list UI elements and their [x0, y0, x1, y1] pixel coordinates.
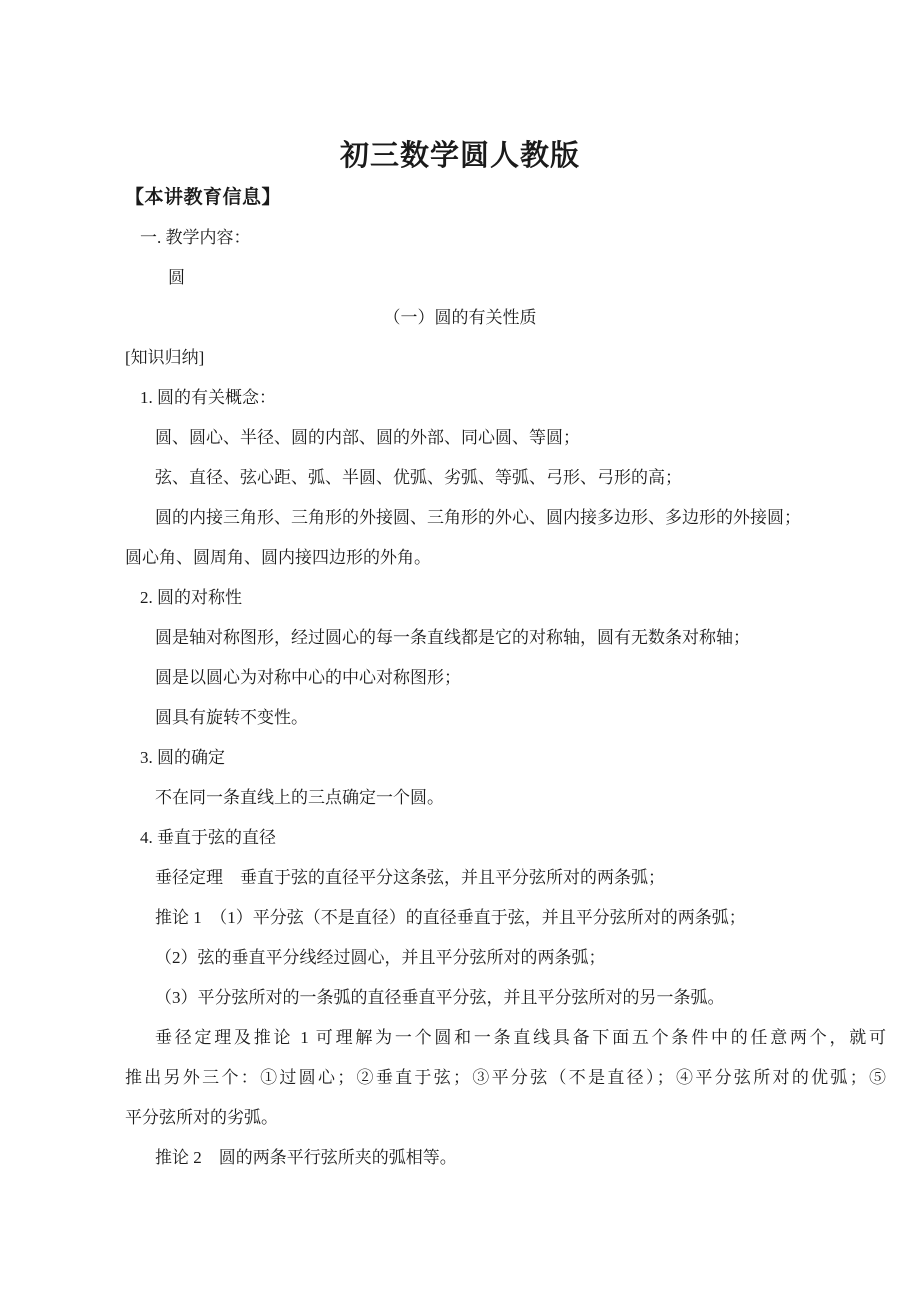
- text-line: 圆是轴对称图形，经过圆心的每一条直线都是它的对称轴，圆有无数条对称轴；: [155, 628, 750, 647]
- text-line: 圆的内接三角形、三角形的外接圆、三角形的外心、圆内接多边形、多边形的外接圆；: [155, 508, 801, 527]
- explanation-line: 推出另外三个：①过圆心；②垂直于弦；③平分弦（不是直径）；④平分弦所对的优弧；⑤: [125, 1068, 886, 1087]
- text-line: 弦、直径、弦心距、弧、半圆、优弧、劣弧、等弧、弓形、弓形的高；: [155, 468, 682, 487]
- part-heading: （一）圆的有关性质: [383, 308, 537, 327]
- concepts-heading: 1. 圆的有关概念：: [140, 388, 276, 407]
- knowledge-heading: [知识归纳]: [125, 348, 205, 367]
- symmetry-heading: 2. 圆的对称性: [140, 588, 242, 607]
- corollary1-line: 推论 1 （1）平分弦（不是直径）的直径垂直于弦，并且平分弦所对的两条弧；: [155, 908, 746, 927]
- corollary1-line: （3）平分弦所对的一条弧的直径垂直平分弦，并且平分弦所对的另一条弧。: [155, 988, 725, 1007]
- info-section-header: 【本讲教育信息】: [125, 187, 282, 208]
- text-line: 圆、圆心、半径、圆的内部、圆的外部、同心圆、等圆；: [155, 428, 580, 447]
- teaching-content-value: 圆: [168, 268, 185, 287]
- determination-heading: 3. 圆的确定: [140, 748, 225, 767]
- text-line: 圆具有旋转不变性。: [155, 708, 308, 727]
- perpendicular-diameter-heading: 4. 垂直于弦的直径: [140, 828, 276, 847]
- text-line: 圆心角、圆周角、圆内接四边形的外角。: [125, 548, 431, 567]
- explanation-line: 平分弦所对的劣弧。: [125, 1108, 278, 1127]
- corollary1-line: （2）弦的垂直平分线经过圆心，并且平分弦所对的两条弧；: [155, 948, 606, 967]
- explanation-line: 垂径定理及推论 1 可理解为一个圆和一条直线具备下面五个条件中的任意两个，就可: [155, 1028, 886, 1047]
- corollary2-line: 推论 2 圆的两条平行弦所夹的弧相等。: [155, 1148, 457, 1167]
- document-body: [0, 178, 920, 1178]
- teaching-content-label: 一. 教学内容：: [140, 228, 251, 247]
- text-line: 圆是以圆心为对称中心的中心对称图形；: [155, 668, 461, 687]
- text-line: 不在同一条直线上的三点确定一个圆。: [155, 788, 444, 807]
- theorem-line: 垂径定理 垂直于弦的直径平分这条弦，并且平分弦所对的两条弧；: [155, 868, 665, 887]
- document-title: 初三数学圆人教版: [339, 140, 580, 172]
